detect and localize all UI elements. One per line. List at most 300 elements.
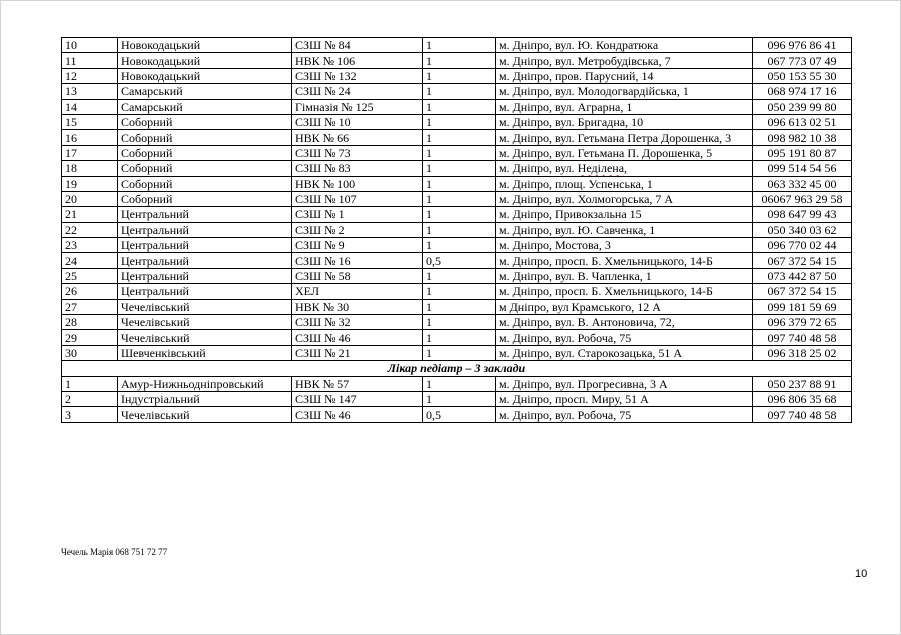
school-text: СЗШ № 32 <box>295 315 351 330</box>
table-row <box>62 330 852 345</box>
rate-cell <box>423 345 496 360</box>
school-text: НВК № 106 <box>295 53 356 68</box>
phone-cell <box>753 161 852 176</box>
rate-text: 1 <box>426 238 432 253</box>
row-number-cell <box>62 299 118 314</box>
phone-text: 095 191 80 87 <box>767 145 837 160</box>
rate-cell <box>423 299 496 314</box>
school-text: НВК № 57 <box>295 376 350 391</box>
phone-text: 067 372 54 15 <box>767 253 837 268</box>
schools-table <box>61 37 852 423</box>
address-text: м. Дніпро, вул. Ю. Кондратюка <box>499 38 659 53</box>
district-cell <box>118 299 292 314</box>
district-cell <box>118 38 292 53</box>
row-number-cell <box>62 114 118 129</box>
school-text: СЗШ № 132 <box>295 68 357 83</box>
phone-cell <box>753 315 852 330</box>
district-cell <box>118 284 292 299</box>
row-number-cell <box>62 68 118 83</box>
phone-cell <box>753 330 852 345</box>
phone-text: 06067 963 29 58 <box>761 192 843 207</box>
rate-cell <box>423 284 496 299</box>
phone-text: 067 372 54 15 <box>767 284 837 299</box>
district-text: Самарський <box>121 99 183 114</box>
district-cell <box>118 407 292 422</box>
table-row <box>62 315 852 330</box>
district-text: Шевченківський <box>121 346 206 360</box>
table-row <box>62 176 852 191</box>
rate-text: 1 <box>426 284 432 299</box>
phone-text: 097 740 48 58 <box>767 407 837 422</box>
address-text: м. Дніпро, вул. Неділена, <box>499 161 628 176</box>
row-number-cell <box>62 222 118 237</box>
row-number-cell <box>62 330 118 345</box>
district-text: Індустріальний <box>121 392 200 407</box>
school-text: СЗШ № 46 <box>295 407 351 422</box>
rate-text: 1 <box>426 207 432 222</box>
table-row <box>62 161 852 176</box>
district-cell <box>118 191 292 206</box>
school-cell <box>292 407 423 422</box>
address-text: м. Дніпро, вул. Метробудівська, 7 <box>499 53 671 68</box>
address-cell <box>496 99 753 114</box>
row-number-text: 13 <box>65 84 77 99</box>
school-cell <box>292 345 423 360</box>
school-text: СЗШ № 1 <box>295 207 345 222</box>
rate-text: 1 <box>426 130 432 145</box>
address-cell <box>496 222 753 237</box>
rate-cell <box>423 222 496 237</box>
row-number-cell <box>62 391 118 406</box>
address-cell <box>496 38 753 53</box>
address-text: м. Дніпро, просп. Миру, 51 А <box>499 392 649 407</box>
rate-text: 0,5 <box>426 253 441 268</box>
rate-cell <box>423 238 496 253</box>
rate-cell <box>423 68 496 83</box>
school-cell <box>292 68 423 83</box>
district-text: Чечелівський <box>121 407 190 422</box>
row-number-text: 17 <box>65 145 77 160</box>
table-row <box>62 207 852 222</box>
address-cell <box>496 284 753 299</box>
row-number-cell <box>62 345 118 360</box>
school-cell <box>292 253 423 268</box>
address-text: м. Дніпро, просп. Б. Хмельницького, 14-Б <box>499 253 713 268</box>
phone-cell <box>753 284 852 299</box>
phone-text: 099 514 54 56 <box>767 161 837 176</box>
district-text: Чечелівський <box>121 299 190 314</box>
row-number-cell <box>62 315 118 330</box>
rate-text: 1 <box>426 222 432 237</box>
school-text: НВК № 66 <box>295 130 350 145</box>
phone-text: 098 982 10 38 <box>767 130 837 145</box>
rate-cell <box>423 176 496 191</box>
row-number-text: 30 <box>65 346 77 360</box>
school-cell <box>292 268 423 283</box>
district-cell <box>118 222 292 237</box>
phone-cell <box>753 99 852 114</box>
school-cell <box>292 84 423 99</box>
district-cell <box>118 84 292 99</box>
address-cell <box>496 68 753 83</box>
phone-cell <box>753 345 852 360</box>
phone-cell <box>753 222 852 237</box>
phone-cell <box>753 130 852 145</box>
row-number-cell <box>62 407 118 422</box>
row-number-cell <box>62 376 118 391</box>
row-number-text: 22 <box>65 222 77 237</box>
rate-text: 1 <box>426 84 432 99</box>
spellcheck-underline: Неділена <box>577 161 625 176</box>
rate-text: 1 <box>426 299 432 314</box>
district-text: Чечелівський <box>121 330 190 345</box>
phone-cell <box>753 38 852 53</box>
district-cell <box>118 114 292 129</box>
row-number-text: 12 <box>65 68 77 83</box>
rate-text: 1 <box>426 376 432 391</box>
district-text: Центральний <box>121 253 189 268</box>
phone-text: 099 181 59 69 <box>767 299 837 314</box>
address-cell <box>496 53 753 68</box>
rate-cell <box>423 330 496 345</box>
row-number-cell <box>62 176 118 191</box>
address-text: м. Дніпро, вул. Прогресивна, 3 А <box>499 376 668 391</box>
school-cell <box>292 391 423 406</box>
address-cell <box>496 407 753 422</box>
rate-cell <box>423 191 496 206</box>
district-text: Центральний <box>121 269 189 284</box>
phone-cell <box>753 253 852 268</box>
school-text: СЗШ № 58 <box>295 269 351 284</box>
address-cell <box>496 191 753 206</box>
address-text: м. Дніпро, вул. Бригадна, 10 <box>499 115 644 130</box>
row-number-text: 29 <box>65 330 77 345</box>
rate-cell <box>423 145 496 160</box>
rate-cell <box>423 268 496 283</box>
school-cell <box>292 222 423 237</box>
phone-text: 096 976 86 41 <box>767 38 837 53</box>
address-cell <box>496 268 753 283</box>
row-number-text: 10 <box>65 38 77 53</box>
rate-cell <box>423 315 496 330</box>
footer-contact-note: Чечель Марія 068 751 72 77 <box>61 547 168 557</box>
school-cell <box>292 330 423 345</box>
address-text: м. Дніпро, вул. Старокозацька, 51 А <box>499 346 683 360</box>
address-cell <box>496 130 753 145</box>
district-text: Амур-Нижньодніпровський <box>121 376 264 391</box>
table-row <box>62 376 852 391</box>
phone-text: 050 340 03 62 <box>767 222 837 237</box>
district-text: Соборний <box>121 130 173 145</box>
school-cell <box>292 53 423 68</box>
phone-cell <box>753 238 852 253</box>
district-cell <box>118 68 292 83</box>
rate-text: 1 <box>426 38 432 53</box>
row-number-text: 3 <box>65 407 71 422</box>
phone-text: 068 974 17 16 <box>767 84 837 99</box>
phone-text: 063 332 45 00 <box>767 176 837 191</box>
rate-text: 1 <box>426 99 432 114</box>
school-cell <box>292 207 423 222</box>
address-cell <box>496 207 753 222</box>
address-text: м. Дніпро, вул. Робоча, 75 <box>499 407 632 422</box>
table-row <box>62 253 852 268</box>
row-number-text: 25 <box>65 269 77 284</box>
address-text: м. Дніпро, вул. В. Чапленка, 1 <box>499 269 652 284</box>
school-text: СЗШ № 73 <box>295 145 351 160</box>
rate-text: 0,5 <box>426 407 441 422</box>
district-text: Соборний <box>121 145 173 160</box>
district-cell <box>118 53 292 68</box>
school-text: СЗШ № 10 <box>295 115 351 130</box>
table-row <box>62 238 852 253</box>
address-cell <box>496 114 753 129</box>
district-cell <box>118 161 292 176</box>
rate-cell <box>423 207 496 222</box>
table-row <box>62 191 852 206</box>
address-text: м. Дніпро, площ. Успенська, 1 <box>499 176 653 191</box>
school-text: СЗШ № 83 <box>295 161 351 176</box>
phone-cell <box>753 191 852 206</box>
rate-cell <box>423 114 496 129</box>
table-row <box>62 284 852 299</box>
address-cell <box>496 84 753 99</box>
school-cell <box>292 315 423 330</box>
district-text: Центральний <box>121 222 189 237</box>
table-row <box>62 130 852 145</box>
district-cell <box>118 99 292 114</box>
row-number-cell <box>62 99 118 114</box>
district-text: Центральний <box>121 238 189 253</box>
phone-text: 098 647 99 43 <box>767 207 837 222</box>
school-text: СЗШ № 2 <box>295 222 345 237</box>
school-text: НВК № 100 <box>295 176 356 191</box>
phone-cell <box>753 376 852 391</box>
address-text: м. Дніпро, пров. Парусний, 14 <box>499 68 654 83</box>
district-text: Соборний <box>121 176 173 191</box>
district-cell <box>118 253 292 268</box>
phone-cell <box>753 84 852 99</box>
row-number-cell <box>62 84 118 99</box>
phone-text: 096 613 02 51 <box>767 115 837 130</box>
district-cell <box>118 330 292 345</box>
row-number-cell <box>62 238 118 253</box>
table-row <box>62 38 852 53</box>
row-number-cell <box>62 145 118 160</box>
address-cell <box>496 145 753 160</box>
district-cell <box>118 391 292 406</box>
rate-text: 1 <box>426 269 432 284</box>
table-row <box>62 268 852 283</box>
school-text: СЗШ № 84 <box>295 38 351 53</box>
phone-text: 050 237 88 91 <box>767 376 837 391</box>
district-text: Центральний <box>121 207 189 222</box>
district-cell <box>118 376 292 391</box>
table-row <box>62 84 852 99</box>
phone-text: 073 442 87 50 <box>767 269 837 284</box>
district-cell <box>118 145 292 160</box>
school-text: НВК № 30 <box>295 299 350 314</box>
table-row <box>62 222 852 237</box>
rate-cell <box>423 53 496 68</box>
district-cell <box>118 130 292 145</box>
table-row <box>62 299 852 314</box>
address-cell <box>496 391 753 406</box>
row-number-text: 18 <box>65 161 77 176</box>
row-number-cell <box>62 268 118 283</box>
address-text: м. Дніпро, вул. Холмогорська, 7 А <box>499 192 674 207</box>
district-cell <box>118 176 292 191</box>
rate-text: 1 <box>426 392 432 407</box>
school-text: СЗШ № 24 <box>295 84 351 99</box>
school-text: СЗШ № 107 <box>295 192 357 207</box>
school-cell <box>292 145 423 160</box>
district-cell <box>118 315 292 330</box>
phone-text: 096 806 35 68 <box>767 392 837 407</box>
row-number-cell <box>62 38 118 53</box>
table-row <box>62 99 852 114</box>
section-title: Лікар педіатр – 3 заклади <box>62 361 852 376</box>
school-cell <box>292 130 423 145</box>
table-row <box>62 345 852 360</box>
page-number: 10 <box>855 568 868 580</box>
rate-text: 1 <box>426 330 432 345</box>
phone-cell <box>753 207 852 222</box>
phone-cell <box>753 68 852 83</box>
row-number-text: 19 <box>65 176 77 191</box>
table-row <box>62 391 852 406</box>
school-cell <box>292 99 423 114</box>
address-cell <box>496 176 753 191</box>
district-text: Соборний <box>121 161 173 176</box>
district-text: Новокодацький <box>121 53 201 68</box>
school-text: СЗШ № 16 <box>295 253 351 268</box>
row-number-cell <box>62 130 118 145</box>
school-cell <box>292 191 423 206</box>
rate-cell <box>423 253 496 268</box>
row-number-text: 28 <box>65 315 77 330</box>
address-text: м. Дніпро, вул. Робоча, 75 <box>499 330 632 345</box>
rate-cell <box>423 38 496 53</box>
row-number-text: 16 <box>65 130 77 145</box>
district-text: Центральний <box>121 284 189 299</box>
address-cell <box>496 299 753 314</box>
district-text: Самарський <box>121 84 183 99</box>
district-text: Соборний <box>121 192 173 207</box>
spellcheck-underline: Холмогорська <box>577 192 650 207</box>
rate-text: 1 <box>426 161 432 176</box>
phone-cell <box>753 407 852 422</box>
address-text: м. Дніпро, вул. Гетьмана П. Дорошенка, 5 <box>499 145 713 160</box>
school-text: ХЕЛ <box>295 284 319 299</box>
row-number-text: 11 <box>65 53 77 68</box>
phone-text: 096 379 72 65 <box>767 315 837 330</box>
address-cell <box>496 376 753 391</box>
row-number-cell <box>62 191 118 206</box>
address-text: м. Дніпро, просп. Б. Хмельницького, 14-Б <box>499 284 713 299</box>
school-text: Гімназія № 125 <box>295 99 374 114</box>
rate-cell <box>423 84 496 99</box>
school-cell <box>292 299 423 314</box>
table-row <box>62 114 852 129</box>
district-cell <box>118 268 292 283</box>
row-number-text: 2 <box>65 392 71 407</box>
district-text: Новокодацький <box>121 68 201 83</box>
rate-text: 1 <box>426 145 432 160</box>
address-cell <box>496 253 753 268</box>
school-cell <box>292 176 423 191</box>
address-text: м. Дніпро, вул. Ю. Савченка, 1 <box>499 222 656 237</box>
row-number-text: 15 <box>65 115 77 130</box>
school-cell <box>292 376 423 391</box>
address-text: м. Дніпро, вул. В. Антоновича, 72, <box>499 315 675 330</box>
district-text: Новокодацький <box>121 38 201 53</box>
address-text: м. Дніпро, Привокзальна 15 <box>499 207 642 222</box>
row-number-text: 26 <box>65 284 77 299</box>
district-cell <box>118 207 292 222</box>
school-cell <box>292 238 423 253</box>
school-text: СЗШ № 21 <box>295 346 351 360</box>
phone-text: 067 773 07 49 <box>767 53 837 68</box>
row-number-text: 1 <box>65 376 71 391</box>
address-text: м. Дніпро, вул. Аграрна, 1 <box>499 99 633 114</box>
phone-text: 050 153 55 30 <box>767 68 837 83</box>
section-header-row <box>62 361 852 376</box>
rate-text: 1 <box>426 115 432 130</box>
address-cell <box>496 345 753 360</box>
rate-text: 1 <box>426 176 432 191</box>
school-text: СЗШ № 46 <box>295 330 351 345</box>
row-number-text: 14 <box>65 99 77 114</box>
address-cell <box>496 315 753 330</box>
row-number-cell <box>62 253 118 268</box>
row-number-cell <box>62 53 118 68</box>
district-text: Чечелівський <box>121 315 190 330</box>
row-number-cell <box>62 161 118 176</box>
phone-cell <box>753 176 852 191</box>
phone-text: 050 239 99 80 <box>767 99 837 114</box>
phone-cell <box>753 299 852 314</box>
rate-cell <box>423 161 496 176</box>
school-cell <box>292 161 423 176</box>
table-row <box>62 53 852 68</box>
table-row <box>62 68 852 83</box>
rate-cell <box>423 130 496 145</box>
phone-text: 096 770 02 44 <box>767 238 837 253</box>
rate-cell <box>423 376 496 391</box>
table-row <box>62 145 852 160</box>
school-cell <box>292 284 423 299</box>
address-text: м. Дніпро, вул. Гетьмана Петра Дорошенка, 3 <box>499 130 732 145</box>
district-cell <box>118 238 292 253</box>
school-text: СЗШ № 147 <box>295 392 357 407</box>
phone-text: 096 318 25 02 <box>767 346 837 360</box>
phone-text: 097 740 48 58 <box>767 330 837 345</box>
address-cell <box>496 330 753 345</box>
rate-cell <box>423 99 496 114</box>
phone-cell <box>753 53 852 68</box>
school-cell <box>292 114 423 129</box>
address-cell <box>496 161 753 176</box>
rate-cell <box>423 391 496 406</box>
rate-text: 1 <box>426 192 432 207</box>
address-cell <box>496 238 753 253</box>
schools-table-body <box>62 38 852 423</box>
district-cell <box>118 345 292 360</box>
address-text: м. Дніпро, вул. Молодогвардійська, 1 <box>499 84 689 99</box>
rate-text: 1 <box>426 53 432 68</box>
row-number-text: 23 <box>65 238 77 253</box>
